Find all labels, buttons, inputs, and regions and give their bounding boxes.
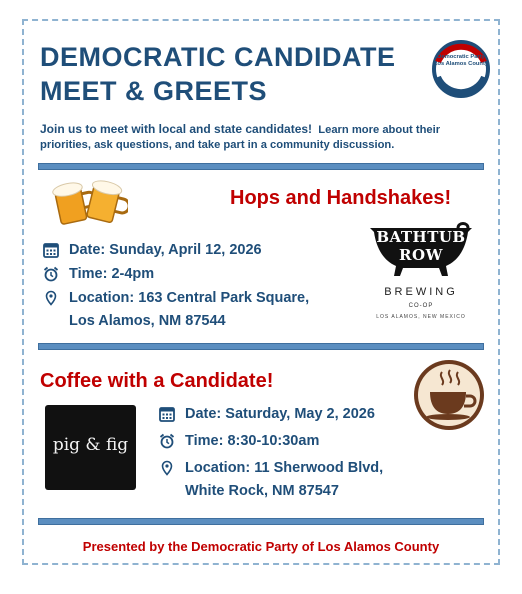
event-2-time-row: [159, 433, 319, 449]
event-1-date-row: [43, 242, 262, 258]
event-2-title: Coffee with a Candidate!: [40, 370, 274, 392]
seal-text: Democratic Party Los Alamos County: [433, 54, 489, 67]
event-2-location-line-2: White Rock, NM 87547: [185, 483, 339, 499]
event-1-location-line-2: Los Alamos, NM 87544: [69, 313, 226, 329]
bathtub-logo-coop: CO-OP: [408, 303, 434, 309]
calendar-icon: [159, 406, 175, 422]
intro-lead: Join us to meet with local and state candidates!: [40, 122, 313, 136]
event-2-location-row: [159, 460, 383, 476]
beer-mugs-icon: [50, 176, 128, 228]
intro-rest: Learn more about their priorities, ask questions, and take part in a community discussion.: [40, 124, 441, 151]
divider-bar-1: [38, 163, 484, 170]
coffee-cup-icon: [412, 358, 486, 432]
page-title-line-2: MEET & GREETS: [40, 76, 268, 106]
party-seal-logo: [432, 40, 490, 98]
bathtub-logo-place: LOS ALAMOS, NEW MEXICO: [376, 314, 466, 320]
event-2-time: Time: 8:30-10:30am: [185, 433, 320, 449]
page-title-line-1: DEMOCRATIC CANDIDATE: [40, 42, 396, 72]
calendar-icon: [43, 242, 59, 258]
event-1-date: Date: Sunday, April 12, 2026: [69, 242, 262, 258]
divider-bar-2: [38, 343, 484, 350]
divider-bar-3: [38, 518, 484, 525]
footer-presented-by: Presented by the Democratic Party of Los Alamos County: [82, 539, 440, 554]
bathtub-logo-brewing: BREWING: [384, 286, 458, 298]
location-pin-icon: [43, 290, 59, 306]
location-pin-icon: [159, 460, 175, 476]
intro-text: [40, 122, 480, 153]
event-1-time-row: [43, 266, 154, 282]
event-1-title: Hops and Handshakes!: [230, 187, 452, 209]
event-1-location-row: [43, 290, 309, 306]
bathtub-row-brewing-logo: [366, 222, 476, 334]
event-2-date: Date: Saturday, May 2, 2026: [185, 406, 375, 422]
alarm-clock-icon: [159, 433, 175, 449]
event-2-date-row: [159, 406, 375, 422]
pig-and-fig-logo-text: pig & fig: [52, 435, 129, 455]
event-1-location-line-1: Location: 163 Central Park Square,: [69, 290, 310, 306]
alarm-clock-icon: [43, 266, 59, 282]
pig-and-fig-logo: [45, 405, 136, 490]
event-1-time: Time: 2-4pm: [69, 266, 155, 282]
event-2-location-line-1: Location: 11 Sherwood Blvd,: [185, 460, 384, 476]
bathtub-logo-name: BATHTUB ROW: [376, 228, 466, 264]
